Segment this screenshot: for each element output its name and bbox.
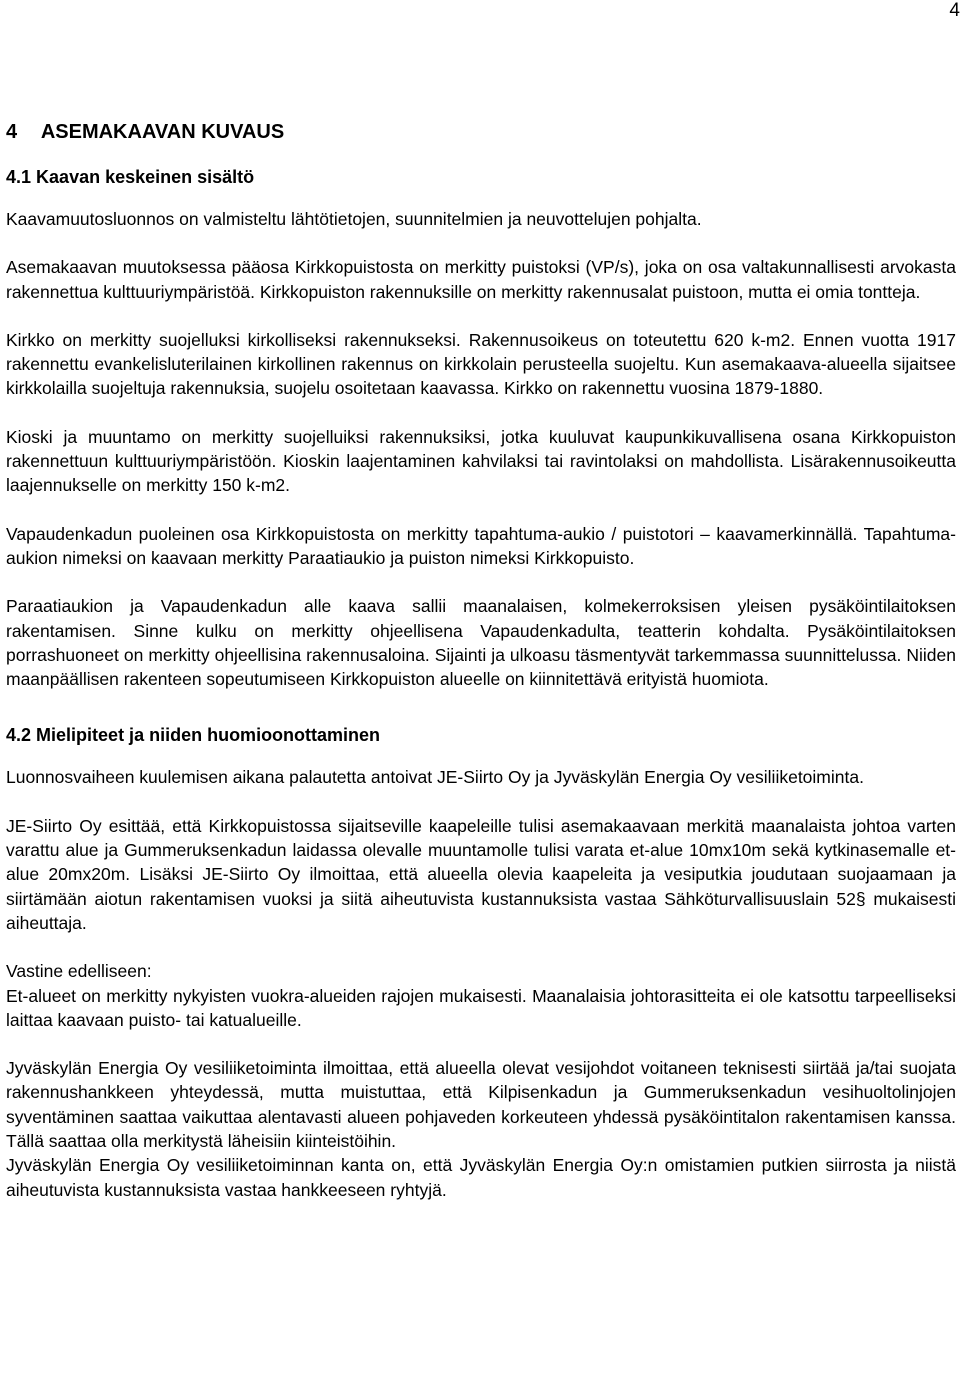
- paragraph-church: Kirkko on merkitty suojelluksi kirkolliseksi rakennukseksi. Rakennusoikeus on toteutettu 620 k-m2. Ennen vuotta 1917 rakennettu evankelisluterilainen kirkollinen rakennus on kirkkolain perusteella suojeltu. Kun asemakaava-alueella sijaitsee kirkkolailla suojeltuja rakennuksia, suojelu osoitetaan kaavassa. Kirkko on rakennettu vuosina 1879-1880.: [6, 329, 956, 399]
- paragraph-energia-2: Jyväskylän Energia Oy vesiliiketoiminnan kanta on, että Jyväskylän Energia Oy:n omistamien putkien siirrosta ja niistä aiheutuvista kustannuksista vastaa hankkeeseen ryhtyjä.: [6, 1155, 956, 1200]
- subsection-heading-4-2: [6, 723, 956, 747]
- paragraph-kiosk: Kioski ja muuntamo on merkitty suojelluiksi rakennuksiksi, jotka kuuluvat kaupunkikuvallisena osana Kirkkopuiston rakennettuun kulttuuriympäristöön. Kioskin laajentaminen kahvilaksi tai ravintolaksi on mahdollista. Lisärakennusoikeutta laajennukselle on merkitty 150 k-m2.: [6, 426, 956, 496]
- paragraph-feedback: Luonnosvaiheen kuulemisen aikana palautetta antoivat JE-Siirto Oy ja Jyväskylän Energia Oy vesiliiketoiminta.: [6, 767, 864, 788]
- response-text: Et-alueet on merkitty nykyisten vuokra-alueiden rajojen mukaisesti. Maanalaisia johtorasitteita ei ole katsottu tarpeelliseksi laittaa kaavaan puisto- tai katualueille.: [6, 985, 956, 1030]
- section-title: ASEMAKAAVAN KUVAUS: [40, 121, 285, 143]
- paragraph-park: Asemakaavan muutoksessa pääosa Kirkkopuistosta on merkitty puistoksi (VP/s), joka on osa valtakunnallisesti arvokasta rakennettua kulttuuriympäristöä. Kirkkopuiston rakennuksille on merkitty rakennusalat puistoon, mutta ei omia tontteja.: [6, 257, 956, 302]
- paragraph-parking: Paraatiaukion ja Vapaudenkadun alle kaava sallii maanalaisen, kolmekerroksisen yleisen pysäköintilaitoksen rakentamisen. Sinne kulku on merkitty ohjeellisena Vapaudenkadulta, teatterin kohdalta. Pysäköintilaitoksen porrashuoneet on merkitty ohjeellisina rakennusaloina. Sijainti ja ulkoasu täsmentyvät tarkemmassa suunnittelussa. Niiden maanpäällisen rakenteen sopeutumiseen Kirkkopuiston alueelle on kiinnitettävä erityistä huomiota.: [6, 596, 956, 690]
- subsection-number: 4.1: [6, 167, 32, 187]
- subsection-title: Kaavan keskeinen sisältö: [36, 167, 255, 187]
- document-body: [6, 119, 956, 1226]
- response-heading: Vastine edelliseen:: [6, 961, 152, 982]
- section-heading: [6, 119, 956, 145]
- paragraph-energia-1: Jyväskylän Energia Oy vesiliiketoiminta ilmoittaa, että alueella olevat vesijohdot voitaneen teknisesti siirtää ja/tai suojata rakennushankkeen yhteydessä, mutta muistuttaa, että Kilpisenkadun ja Gummeruksenkadun vesihuoltolinjojen syventäminen saattaa vaikuttaa alentavasti alueen pohjaveden korkeuteen yhdessä pysäköintitalon rakentamisen kanssa. Tällä saattaa olla merkitystä läheisiin kiinteistöihin.: [6, 1058, 956, 1152]
- page-number: 4: [949, 0, 960, 21]
- subsection-heading-4-1: [6, 165, 956, 189]
- subsection-number: 4.2: [6, 725, 32, 746]
- paragraph-je-siirto: JE-Siirto Oy esittää, että Kirkkopuistossa sijaitseville kaapeleille tulisi asemakaavaan merkitä maanalaista johtoa varten varattu alue ja Gummeruksenkadun laidassa olevalle muuntamolle tulisi varata et-alue 10mx10m sekä kytkinasemalle et-alue 20mx20m. Lisäksi JE-Siirto Oy ilmoittaa, että alueella olevia kaapeleita ja vesiputkia joudutaan suojaamaan ja siirtämään aiotun rakentamisen vuoksi ja siitä aiheutuvista kustannuksista vastaa Sähköturvallisuuslain 52§ mukaisesti aiheuttaja.: [6, 815, 956, 933]
- paragraph-square: Vapaudenkadun puoleinen osa Kirkkopuistosta on merkitty tapahtuma-aukio / puistotori – kaavamerkinnällä. Tapahtuma-aukion nimeksi on kaavaan merkitty Paraatiaukio ja puiston nimeksi Kirkkopuisto.: [6, 523, 956, 568]
- section-number: 4: [6, 121, 18, 143]
- paragraph-intro: Kaavamuutosluonnos on valmisteltu lähtötietojen, suunnitelmien ja neuvottelujen pohjalta.: [6, 209, 702, 229]
- subsection-title: Mielipiteet ja niiden huomioonottaminen: [36, 725, 381, 746]
